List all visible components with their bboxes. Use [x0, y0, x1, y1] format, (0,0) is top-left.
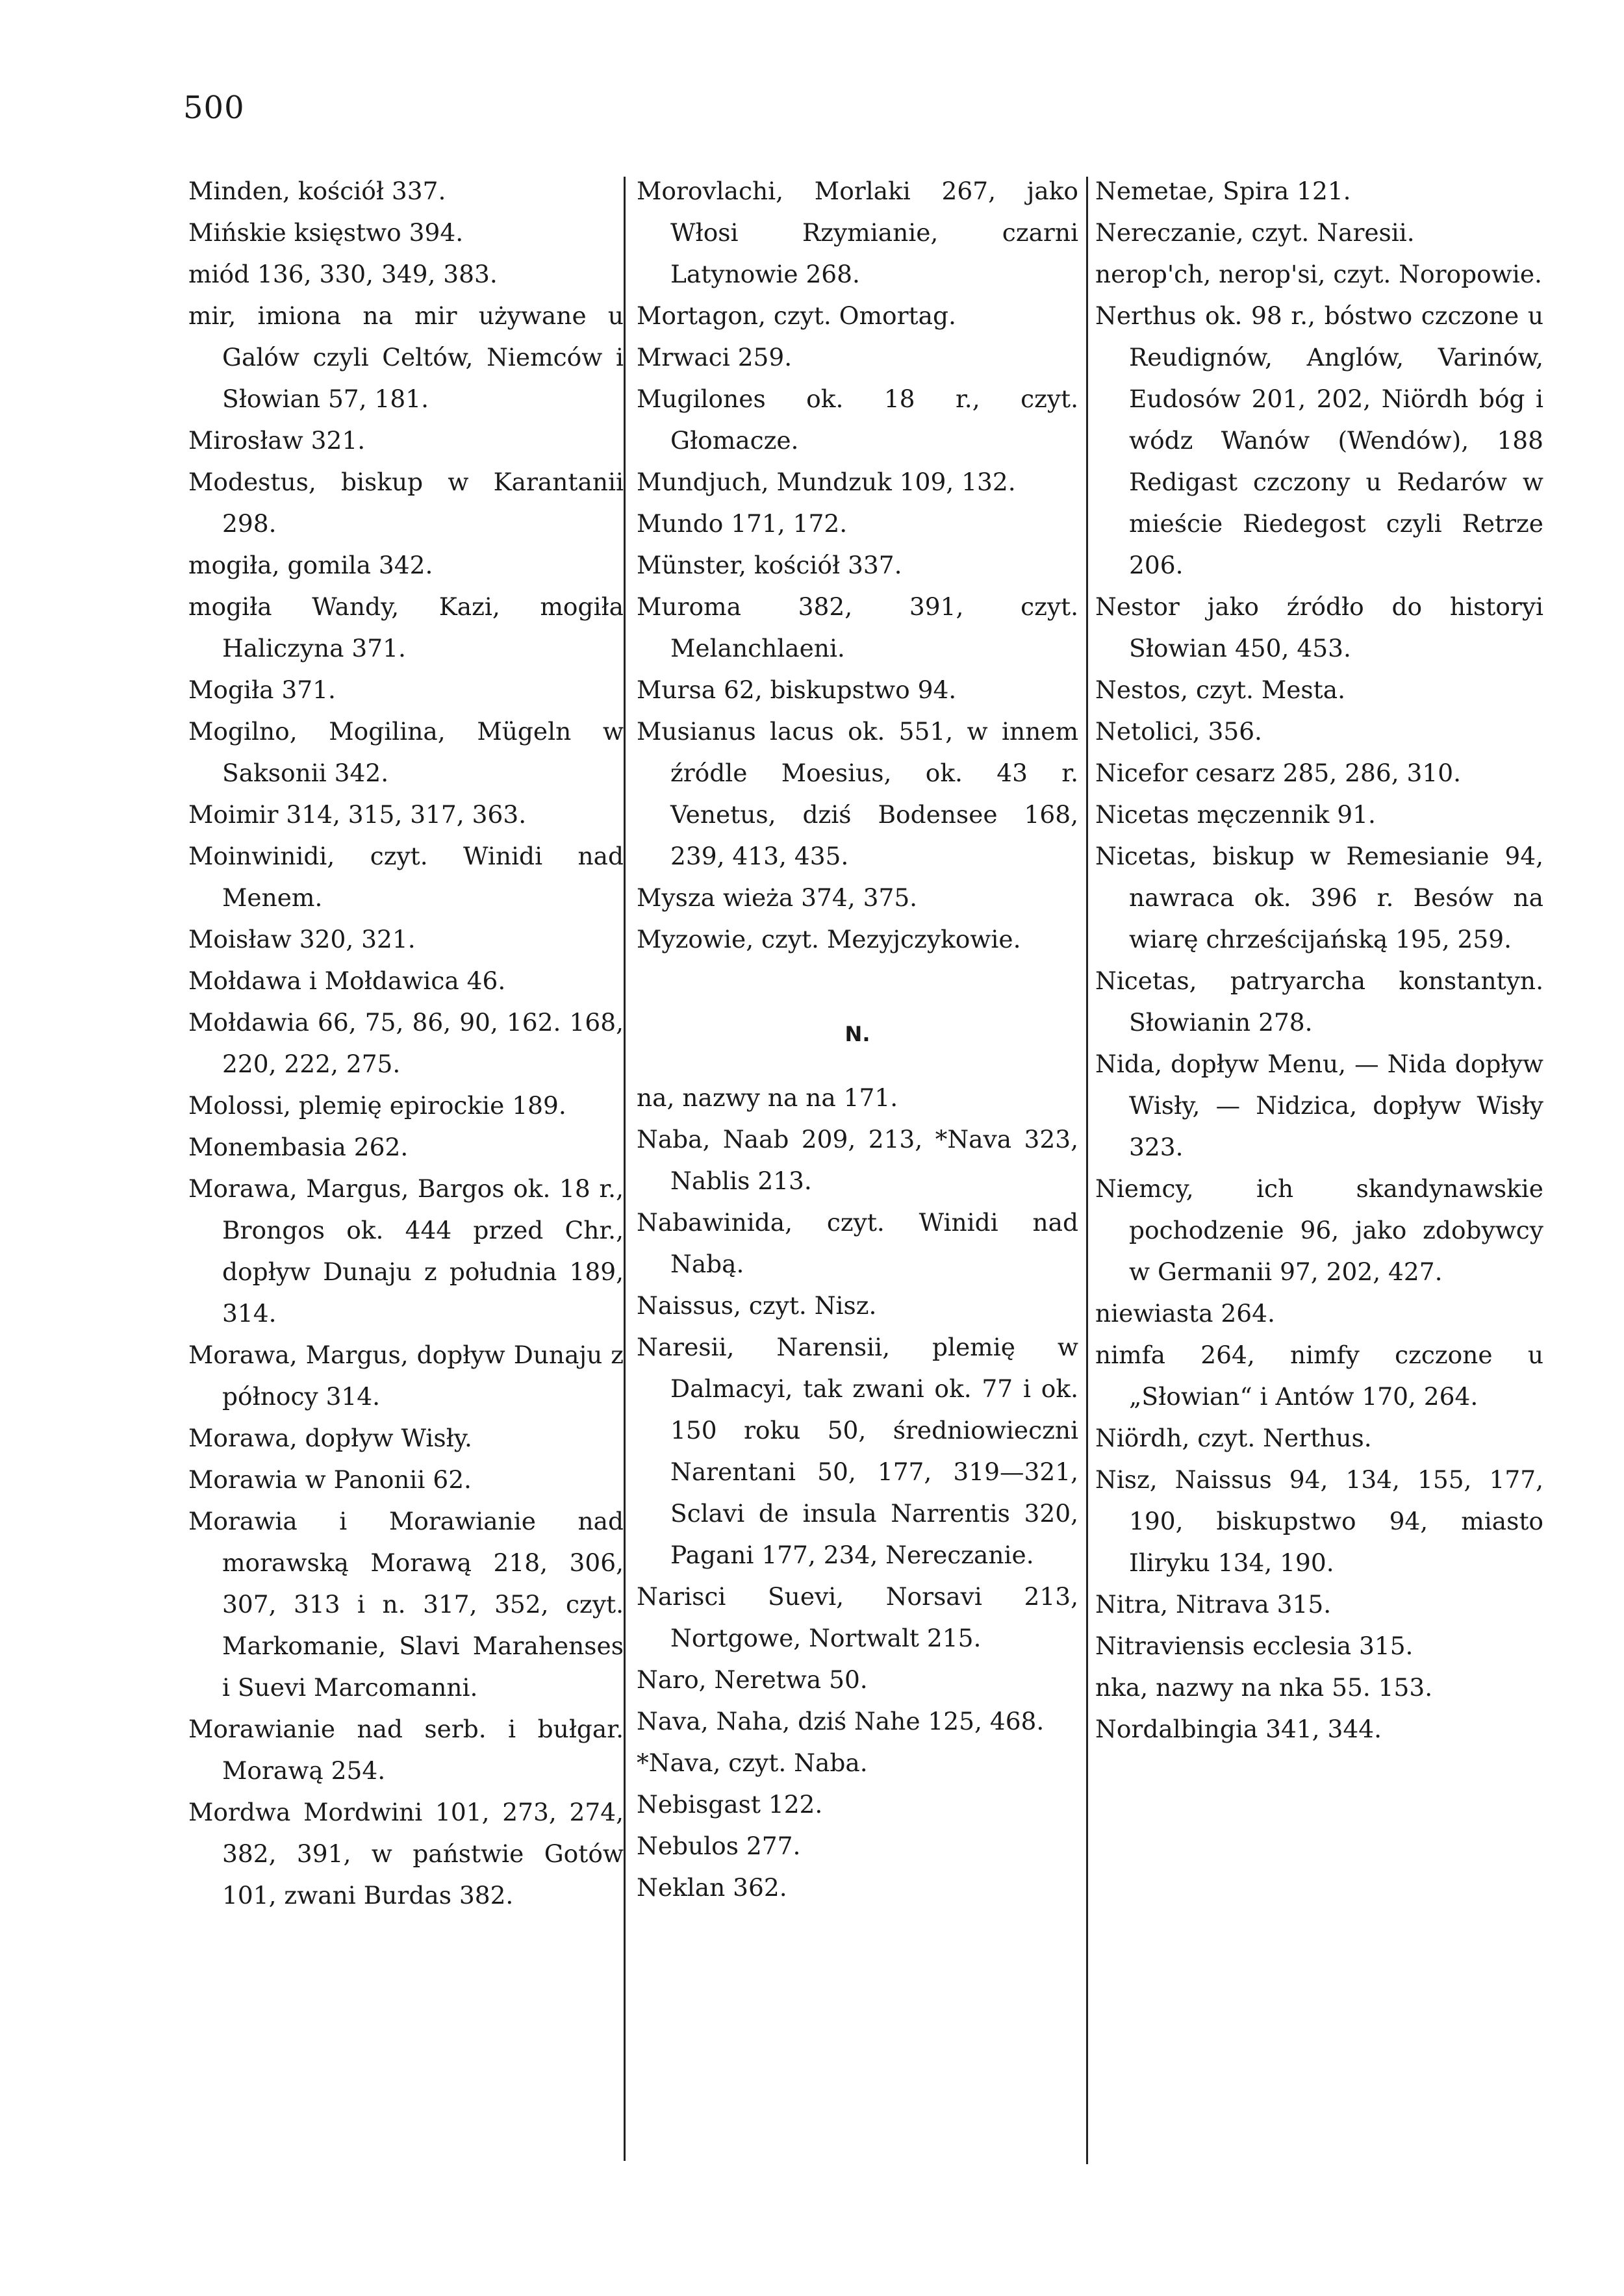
index-entry: Mortagon, czyt. Omortag.: [637, 301, 956, 330]
index-entry: Nitra, Nitrava 315.: [1095, 1590, 1332, 1619]
index-entry: Nereczanie, czyt. Naresii.: [1095, 218, 1415, 247]
index-entry: Morawianie nad serb. i bułgar. Morawą 254.: [188, 1715, 624, 1785]
index-entry: Moinwinidi, czyt. Winidi nad Menem.: [188, 842, 624, 912]
index-entry: Minden, kościół 337.: [188, 177, 446, 205]
index-entry: Mirosław 321.: [188, 426, 366, 455]
index-entry: Nebulos 277.: [637, 1832, 801, 1860]
index-entry: Niördh, czyt. Nerthus.: [1095, 1424, 1372, 1452]
index-column-3: [1095, 170, 1543, 1750]
index-entry: Morawa, dopływ Wisły.: [188, 1424, 472, 1452]
page-number: 500: [183, 90, 245, 126]
index-entry: Nabawinida, czyt. Winidi nad Nabą.: [637, 1208, 1078, 1278]
column-divider: [624, 177, 626, 2161]
index-entry: miód 136, 330, 349, 383.: [188, 260, 498, 288]
index-entry: Nerthus ok. 98 r., bóstwo czczone u Reudignów, Anglów, Varinów, Eudosów 201, 202, Niördh bóg i wódz Wanów (Wendów), 188 Redigast czczony u Redarów w mieście Riedegost czyli Retrze 206.: [1095, 301, 1543, 579]
index-entry: Niemcy, ich skandynawskie pochodzenie 96, jako zdobywcy w Germanii 97, 202, 427.: [1095, 1174, 1543, 1286]
index-entry: Moisław 320, 321.: [188, 925, 416, 953]
index-entry: Mrwaci 259.: [637, 343, 793, 372]
index-entry: Naba, Naab 209, 213, *Nava 323, Nablis 213.: [637, 1125, 1078, 1195]
index-entry: na, nazwy na na 171.: [637, 1083, 898, 1112]
index-entry: Nitraviensis ecclesia 315.: [1095, 1632, 1414, 1660]
index-entry: Modestus, biskup w Karantanii 298.: [188, 468, 624, 538]
index-entry: Nisz, Naissus 94, 134, 155, 177, 190, biskupstwo 94, miasto Iliryku 134, 190.: [1095, 1465, 1543, 1577]
index-entry: Mordwa Mordwini 101, 273, 274, 382, 391, w państwie Gotów 101, zwani Burdas 382.: [188, 1798, 624, 1910]
index-entry: Myzowie, czyt. Mezyjczykowie.: [637, 925, 1021, 953]
index-entry: mogiła, gomila 342.: [188, 551, 433, 579]
index-entry: Morawa, Margus, Bargos ok. 18 r., Brongos ok. 444 przed Chr., dopływ Dunaju z południa 189, 314.: [188, 1174, 624, 1328]
index-entry: Mogiła 371.: [188, 675, 336, 704]
index-entry: Molossi, plemię epirockie 189.: [188, 1091, 566, 1120]
index-entry: Mursa 62, biskupstwo 94.: [637, 675, 957, 704]
index-entry: mir, imiona na mir używane u Galów czyli Celtów, Niemców i Słowian 57, 181.: [188, 301, 624, 413]
index-entry: Nida, dopływ Menu, — Nida dopływ Wisły, — Nidzica, dopływ Wisły 323.: [1095, 1050, 1543, 1161]
index-entry: Narisci Suevi, Norsavi 213, Nortgowe, Nortwalt 215.: [637, 1582, 1078, 1652]
index-entry: Mugilones ok. 18 r., czyt. Głomacze.: [637, 385, 1078, 455]
index-entry: Münster, kościół 337.: [637, 551, 902, 579]
index-entry: Naresii, Narensii, plemię w Dalmacyi, tak zwani ok. 77 i ok. 150 roku 50, średniowieczni Narentani 50, 177, 319—321, Sclavi de insula Narrentis 320, Pagani 177, 234, Nereczanie.: [637, 1333, 1078, 1569]
column-divider: [1086, 177, 1088, 2164]
index-entry: nimfa 264, nimfy czczone u „Słowian“ i Antów 170, 264.: [1095, 1341, 1543, 1411]
section-heading: N.: [844, 1022, 870, 1046]
index-entry: Netolici, 356.: [1095, 717, 1262, 746]
index-entry: Nava, Naha, dziś Nahe 125, 468.: [637, 1707, 1045, 1735]
index-entry: Moimir 314, 315, 317, 363.: [188, 800, 527, 829]
index-entry: Morawa, Margus, dopływ Dunaju z północy 314.: [188, 1341, 624, 1411]
index-entry: Nicetas, biskup w Remesianie 94, nawraca ok. 396 r. Besów na wiarę chrześcijańską 195, 259.: [1095, 842, 1543, 953]
index-entry: Morovlachi, Morlaki 267, jako Włosi Rzymianie, czarni Latynowie 268.: [637, 177, 1078, 288]
index-entry: *Nava, czyt. Naba.: [637, 1748, 868, 1777]
index-entry: niewiasta 264.: [1095, 1299, 1275, 1328]
index-entry: Mołdawa i Mołdawica 46.: [188, 966, 506, 995]
index-entry: Mundjuch, Mundzuk 109, 132.: [637, 468, 1016, 496]
index-entry: nerop'ch, nerop'si, czyt. Noropowie.: [1095, 260, 1542, 288]
index-entry: Morawia w Panonii 62.: [188, 1465, 472, 1494]
index-entry: Nemetae, Spira 121.: [1095, 177, 1351, 205]
index-column-2: [637, 170, 1078, 1908]
index-entry: Mogilno, Mogilina, Mügeln w Saksonii 342.: [188, 717, 624, 787]
index-entry: Mysza wieża 374, 375.: [637, 883, 918, 912]
index-entry: Neklan 362.: [637, 1873, 787, 1902]
index-entry: Nicefor cesarz 285, 286, 310.: [1095, 759, 1462, 787]
index-entry: Naro, Neretwa 50.: [637, 1665, 868, 1694]
index-entry: Nicetas męczennik 91.: [1095, 800, 1376, 829]
index-column-1: [188, 170, 624, 1916]
index-entry: Nordalbingia 341, 344.: [1095, 1715, 1382, 1743]
index-entry: Monembasia 262.: [188, 1133, 409, 1161]
index-entry: Nestor jako źródło do historyi Słowian 450, 453.: [1095, 592, 1543, 662]
index-entry: nka, nazwy na nka 55. 153.: [1095, 1673, 1433, 1702]
index-entry: Mołdawia 66, 75, 86, 90, 162. 168, 220, 222, 275.: [188, 1008, 624, 1078]
index-entry: Naissus, czyt. Nisz.: [637, 1291, 877, 1320]
index-entry: Musianus lacus ok. 551, w innem źródle Moesius, ok. 43 r. Venetus, dziś Bodensee 168, 239, 413, 435.: [637, 717, 1078, 870]
index-entry: Muroma 382, 391, czyt. Melanchlaeni.: [637, 592, 1078, 662]
index-entry: Mińskie księstwo 394.: [188, 218, 464, 247]
index-entry: mogiła Wandy, Kazi, mogiła Haliczyna 371.: [188, 592, 624, 662]
index-entry: Nebisgast 122.: [637, 1790, 823, 1819]
index-entry: Nestos, czyt. Mesta.: [1095, 675, 1346, 704]
index-entry: Morawia i Morawianie nad morawską Morawą 218, 306, 307, 313 i n. 317, 352, czyt. Markomanie, Slavi Marahenses i Suevi Marcomanni.: [188, 1507, 624, 1702]
index-entry: Nicetas, patryarcha konstantyn. Słowianin 278.: [1095, 966, 1543, 1037]
index-entry: Mundo 171, 172.: [637, 509, 848, 538]
